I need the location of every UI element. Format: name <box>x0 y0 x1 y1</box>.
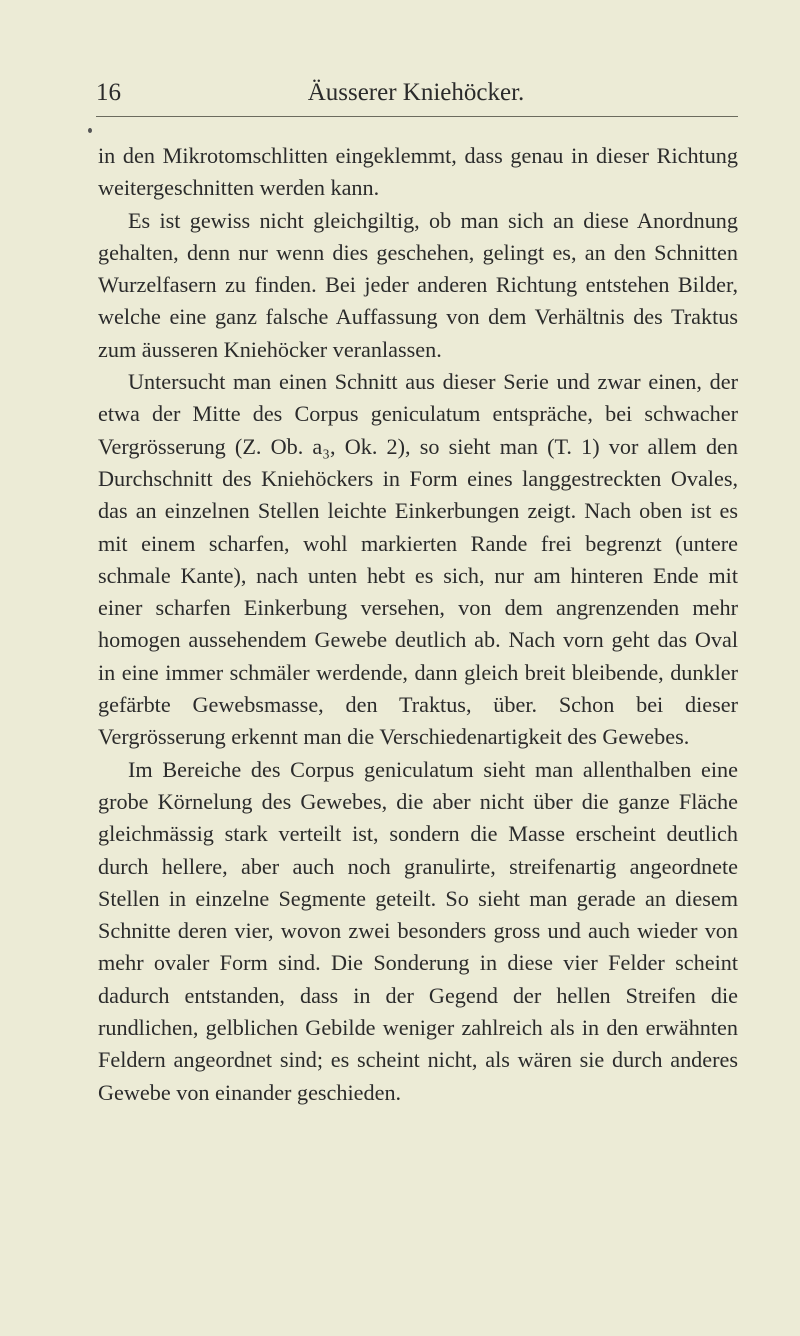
paragraph: in den Mikrotomschlitten eingeklemmt, dass genau in dieser Richtung weitergeschnitten werden kann. <box>98 143 738 201</box>
header-rule <box>96 116 738 117</box>
page-number: 16 <box>96 79 121 106</box>
print-speck <box>88 128 92 133</box>
page-header <box>96 78 736 114</box>
running-title: Äusserer Kniehöcker. <box>307 79 525 106</box>
body-text <box>98 140 738 1109</box>
paragraph: Im Bereiche des Corpus geniculatum sieht man allenthalben eine grobe Körnelung des Gewebes, die aber nicht über die ganze Fläche gleichmässig stark verteilt ist, sondern die Masse erscheint deutlich durch hellere, aber auch noch granulirte, streifenartig angeordnete Stellen in einzelne Segmente geteilt. So sieht man gerade an diesem Schnitte deren vier, wovon zwei besonders gross und auch wieder von mehr ovaler Form sind. Die Sonderung in diese vier Felder scheint dadurch entstanden, dass in der Gegend der hellen Streifen die rundlichen, gelblichen Gebilde weniger zahlreich als in den erwähnten Feldern angeordnet sind; es scheint nicht, als wären sie durch anderes Gewebe von einander geschieden. <box>98 756 738 1105</box>
paragraph: Es ist gewiss nicht gleichgiltig, ob man sich an diese Anordnung gehalten, denn nur wenn dies geschehen, gelingt es, an den Schnitten Wurzelfasern zu finden. Bei jeder anderen Richtung entstehen Bilder, welche eine ganz falsche Auffassung von dem Verhältnis des Traktus zum äusseren Kniehöcker veranlassen. <box>98 207 738 362</box>
paragraph: Untersucht man einen Schnitt aus dieser Serie und zwar einen, der etwa der Mitte des Corpus geniculatum entspräche, bei schwacher Vergrösserung (Z. Ob. a₃, Ok. 2), so sieht man (T. 1) vor allem den Durchschnitt des Kniehöckers in Form eines langgestreckten Ovales, das an einzelnen Stellen leichte Einkerbungen zeigt. Nach oben ist es mit einem scharfen, wohl markierten Rande frei begrenzt (untere schmale Kante), nach unten hebt es sich, nur am hinteren Ende mit einer scharfen Einkerbung versehen, von dem angrenzenden mehr homogen aussehendem Gewebe deutlich ab. Nach vorn geht das Oval in eine immer schmäler werdende, dann gleich breit bleibende, dunkler gefärbte Gewebsmasse, den Traktus, über. Schon bei dieser Vergrösserung erkennt man die Verschiedenartigkeit des Gewebes. <box>98 369 738 750</box>
